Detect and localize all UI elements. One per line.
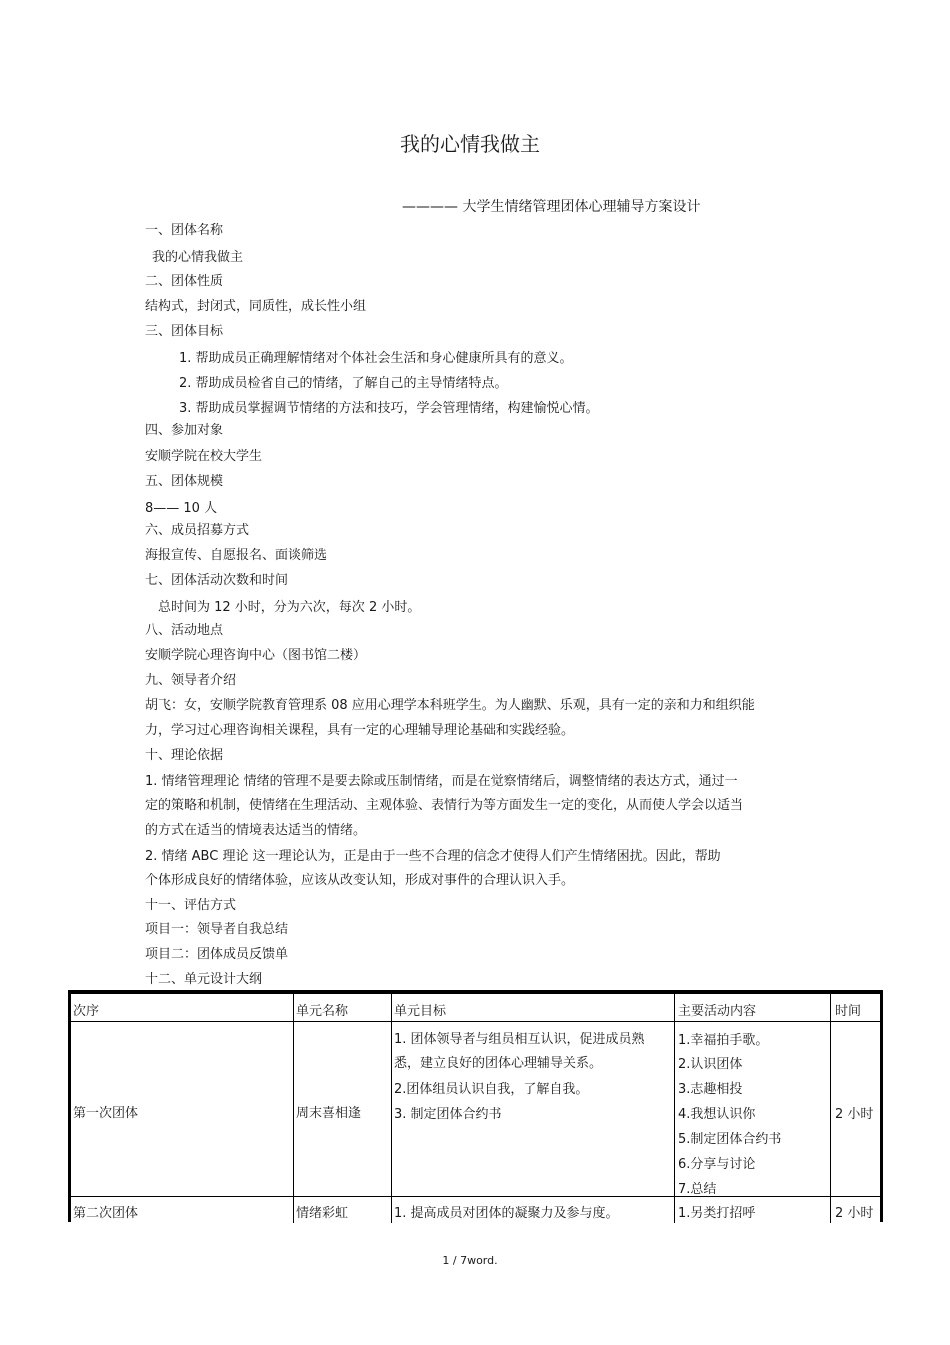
table-header: 主要活动内容 <box>678 1004 757 1019</box>
leader-intro-line: 力，学习过心理咨询相关课程，具有一定的心理辅导理论基础和实践经验。 <box>145 723 575 738</box>
section-heading: 十、理论依据 <box>145 748 224 763</box>
theory-line: 定的策略和机制，使情绪在生理活动、主观体验、表情行为等方面发生一定的变化，从而使人学会以适当 <box>145 798 744 813</box>
section-text: 安顺学院在校大学生 <box>145 449 263 464</box>
table-rule <box>391 993 392 1223</box>
section-heading: 六、成员招募方式 <box>145 523 250 538</box>
table-cell-goal: 1. 团体领导者与组员相互认识，促进成员熟 <box>394 1032 645 1047</box>
theory-line: 的方式在适当的情境表达适当的情绪。 <box>145 823 367 838</box>
section-heading: 二、团体性质 <box>145 274 224 289</box>
section-heading: 十一、评估方式 <box>145 898 237 913</box>
table-cell-goal: 1. 提高成员对团体的凝聚力及参与度。 <box>394 1206 619 1221</box>
document-subtitle: ———— 大学生情绪管理团体心理辅导方案设计 <box>402 199 701 215</box>
section-heading: 一、团体名称 <box>145 223 224 238</box>
table-cell-name: 情绪彩虹 <box>296 1206 349 1221</box>
table-header: 单元目标 <box>394 1004 447 1019</box>
table-rule <box>830 993 831 1223</box>
table-cell-activity: 2.认识团体 <box>678 1057 743 1072</box>
section-text: 结构式，封闭式，同质性，成长性小组 <box>145 299 367 314</box>
table-rule <box>71 993 880 994</box>
table-cell-order: 第二次团体 <box>73 1206 139 1221</box>
section-heading: 七、团体活动次数和时间 <box>145 573 289 588</box>
table-cell-activity: 4.我想认识你 <box>678 1107 756 1122</box>
goal-item: 1. 帮助成员正确理解情绪对个体社会生活和身心健康所具有的意义。 <box>179 351 573 366</box>
table-cell-name: 周末喜相逢 <box>296 1106 362 1121</box>
table-cell-time: 2 小时 <box>835 1107 874 1122</box>
table-cell-order: 第一次团体 <box>73 1106 139 1121</box>
section-heading: 三、团体目标 <box>145 324 224 339</box>
section-heading: 十二、单元设计大纲 <box>145 972 263 987</box>
table-cell-time: 2 小时 <box>835 1206 874 1221</box>
section-text: 8—— 10 人 <box>145 501 218 516</box>
table-cell-activity: 6.分享与讨论 <box>678 1157 756 1172</box>
table-rule <box>71 1021 880 1022</box>
section-text: 安顺学院心理咨询中心（图书馆二楼） <box>145 648 367 663</box>
section-heading: 九、领导者介绍 <box>145 673 237 688</box>
section-text: 海报宣传、自愿报名、面谈筛选 <box>145 548 328 563</box>
table-cell-activity: 1.幸福拍手歌。 <box>678 1033 769 1048</box>
leader-intro-line: 胡飞：女，安顺学院教育管理系 08 应用心理学本科班学生。为人幽默、乐观，具有一定的亲和力和组织能 <box>145 698 755 713</box>
table-rule <box>71 1196 880 1197</box>
table-cell-activity: 7.总结 <box>678 1182 717 1197</box>
table-cell-goal: 悉，建立良好的团体心理辅导关系。 <box>394 1056 603 1071</box>
table-cell-activity: 1.另类打招呼 <box>678 1206 756 1221</box>
table-cell-goal: 2.团体组员认识自我，了解自我。 <box>394 1082 589 1097</box>
document-title: 我的心情我做主 <box>400 132 540 156</box>
section-text: 总时间为 12 小时，分为六次，每次 2 小时。 <box>158 600 421 615</box>
evaluation-item: 项目一：领导者自我总结 <box>145 922 289 937</box>
table-header: 次序 <box>73 1004 100 1019</box>
page-number: 1 / 7word. <box>442 1254 498 1267</box>
table-rule <box>293 993 294 1223</box>
section-heading: 五、团体规模 <box>145 474 224 489</box>
section-text: 我的心情我做主 <box>152 250 244 265</box>
section-heading: 四、参加对象 <box>145 423 224 438</box>
goal-item: 2. 帮助成员检省自己的情绪，了解自己的主导情绪特点。 <box>179 376 508 391</box>
table-cell-activity: 5.制定团体合约书 <box>678 1132 782 1147</box>
table-cell-activity: 3.志趣相投 <box>678 1082 743 1097</box>
theory-line: 1. 情绪管理理论 情绪的管理不是要去除或压制情绪，而是在觉察情绪后，调整情绪的表达方式，通过一 <box>145 774 738 789</box>
table-rule <box>674 993 675 1223</box>
table-cell-goal: 3. 制定团体合约书 <box>394 1107 502 1122</box>
table-header: 时间 <box>835 1004 862 1019</box>
theory-line: 2. 情绪 ABC 理论 这一理论认为，正是由于一些不合理的信念才使得人们产生情绪困扰。因此，帮助 <box>145 849 721 864</box>
section-heading: 八、活动地点 <box>145 623 224 638</box>
goal-item: 3. 帮助成员掌握调节情绪的方法和技巧，学会管理情绪，构建愉悦心情。 <box>179 401 599 416</box>
theory-line: 个体形成良好的情绪体验，应该从改变认知，形成对事件的合理认识入手。 <box>145 873 575 888</box>
table-header: 单元名称 <box>296 1004 349 1019</box>
evaluation-item: 项目二：团体成员反馈单 <box>145 947 289 962</box>
